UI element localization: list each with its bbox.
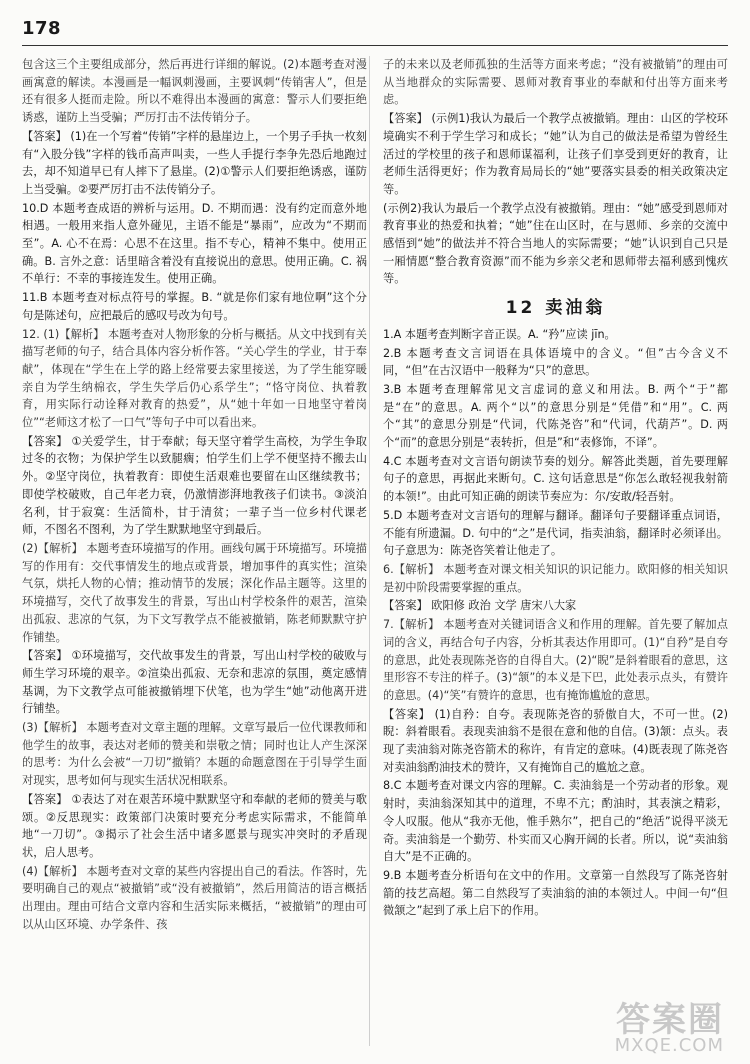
paragraph: 7.【解析】 本题考查对关键词语含义和作用的理解。首先要了解加点词的含义，再结合句子内容，分析其表达作用即可。(1)“自矜”是自夸的意思，此处表现陈尧咨的自得自大。(2)“睨”是斜着眼看的意思，这里形容不专注的样子。(3)“颔”的本义是下巴，此处表示点头，有赞许的意思。(4)“笑”有赞许的意思，也有掩饰尴尬的意思。 [383, 618, 728, 702]
paragraph: (2)【解析】 本题考查环境描写的作用。画线句属于环境描写。环境描写的作用有：交代事情发生的地点或背景，增加事件的真实性；渲染气氛，烘托人物的心情；推动情节的发展；深化作品主题等。这里的环境描写，交代了故事发生的背景，写出山村学校条件的艰苦，渲染出孤寂、悲凉的气氛，为下文写教学点不能被撤销，陈老师默默守护作铺垫。 [22, 541, 367, 644]
paragraph: 【答案】 ①关爱学生，甘于奉献；每天坚守着学生高校，为学生争取过冬的衣物；为保护学生以致腿瘸；怕学生们上学不便坚持不搬去山外。②坚守岗位，执着教育：即使生活艰难也要留在山区继续教书；即使学校破败，自己年老力衰，仍激情澎湃地教孩子们读书。③淡泊名利，甘于寂寞：生活简朴，甘于清贫；一辈子当一位乡村代课老师，不图名不图利，为了学生默默地坚守到最后。 [22, 434, 367, 537]
paragraph: 5.D 本题考查对文言语句的理解与翻译。翻译句子要翻译重点词语，不能有所遗漏。D. 句中的“之”是代词，指卖油翁，翻译时必须译出。句子意思为：陈尧咨笑着让他走了。 [383, 508, 728, 558]
left-column [22, 56, 367, 934]
page-number: 178 [22, 18, 62, 39]
paragraph: 1.A 本题考查判断字音正误。A. “矜”应读 jīn。 [383, 327, 616, 341]
paragraph: 【答案】 ①表达了对在艰苦环境中默默坚守和奉献的老师的赞美与歌颂。②反思现实：政策部门决策时要充分考虑实际需求，不能简单地“一刀切”。③揭示了社会生活中诸多愿景与现实冲突时的矛盾现状，启人思考。 [22, 792, 367, 859]
section-title: 卖油翁 [545, 298, 606, 319]
paragraph: 3.B 本题考查理解常见文言虚词的意义和用法。B. 两个“于”都是“在”的意思。A. 两个“以”的意思分别是“凭借”和“用”。C. 两个“其”的意思分别是“代词，代陈尧咨”和“代词，代葫芦”。D. 两个“而”的意思分别是“表转折，但是”和“表修饰，不译”。 [383, 382, 728, 450]
paragraph: 2.B 本题考查文言词语在具体语境中的含义。“但”古今含义不同，“但”在古汉语中一般释为“只”的意思。 [383, 346, 728, 378]
right-column [383, 56, 728, 921]
paragraph: (4)【解析】 本题考查对文章的某些内容提出自己的看法。作答时，先要明确自己的观点“被撤销”或“没有被撤销”，然后用简洁的语言概括出理由。理由可结合文章内容和生活实际来概括，“被撤销”的理由可以从山区环境、办学条件、孩 [22, 864, 367, 931]
right-column-top [383, 56, 728, 288]
section-number: 12 [505, 298, 536, 319]
paragraph: 6.【解析】 本题考查对课文相关知识的识记能力。欧阳修的相关知识是初中阶段需要掌握的重点。 [383, 562, 728, 594]
paragraph: 9.B 本题考查分析语句在文中的作用。文章第一自然段写了陈尧咨射箭的技艺高超。第二自然段写了卖油翁的油的本领过人。中间一句“但微颔之”起到了承上启下的作用。 [383, 868, 728, 918]
watermark [615, 992, 724, 1056]
paragraph: 10.D 本题考查成语的辨析与运用。D. 不期而遇：没有约定而意外地相遇。一般用来指人意外碰见，主语不能是“暴雨”，应改为“不期而至”。A. 心不在焉：心思不在这里。指不专心，精神不集中。使用正确。B. 言外之意：话里暗含着没有直接说出的意思。使用正确。C. 祸不单行：不幸的事接连发生。使用正确。 [22, 201, 367, 286]
paragraph: 【答案】 (1)在一个写着“传销”字样的悬崖边上，一个男子手执一枚刻有“入股分钱”字样的钱币高声叫卖，一些人手提行李争先恐后地跑过去，却不知道早已有人摔下了悬崖。(2)①警示人们要拒绝诱惑，谨防上当受骗。②要严厉打击不法传销分子。 [22, 129, 367, 196]
paragraph: 8.C 本题考查对课文内容的理解。C. 卖油翁是一个劳动者的形象。观射时，卖油翁深知其中的道理，不卑不亢；酌油时，其表演之精彩，令人叹服。他从“我亦无他，惟手熟尔”，把自己的“绝活”说得平淡无奇。卖油翁是一个勤劳、朴实而又心胸开阔的长者。所以，说“卖油翁自大”是不正确的。 [383, 779, 728, 864]
paragraph: (示例2)我认为最后一个教学点没有被撤销。理由：“她”感受到恩师对教育事业的热爱和执着；“她”住在山区时，在与恩师、乡亲的交流中感悟到“她”的做法并不符合当地人的实际需要；“她”认识到自己只是一厢情愿“整合教育资源”而不能为乡亲父老和恩师带去福利感到愧疚等。 [383, 201, 728, 286]
paragraph: 包含这三个主要组成部分，然后再进行详细的解说。(2)本题考查对漫画寓意的解读。本漫画是一幅讽刺漫画，主要讽刺“传销害人”，但是还有很多人挺而走险。所以不难得出本漫画的寓意：警示人们要拒绝诱惑，谨防上当受骗；严厉打击不法传销分子。 [22, 58, 367, 125]
paragraph: 子的未来以及老师孤独的生活等方面来考虑；“没有被撤销”的理由可从当地群众的实际需要、恩师对教育事业的奉献和付出等方面来考虑。 [383, 58, 728, 107]
paragraph: 12. (1)【解析】 本题考查对人物形象的分析与概括。从文中找到有关描写老师的句子，结合具体内容分析作答。“关心学生的学业，甘于奉献”，体现在“学生在上学的路上经常要去家里接送，为了学生能穿暖亲自为学生纳棉衣，学生失学后仍心系学生”；“恪守岗位、执着教育，用实际行动诠释对教育的热爱”，从“她十年如一日地坚守着岗位”“老师这才松了一口气”等句子中可以看出来。 [22, 327, 367, 430]
paragraph: 【答案】 (示例1)我认为最后一个教学点被撤销。理由：山区的学校环境确实不利于学生学习和成长；“她”认为自己的做法是希望为曾经生活过的学校里的孩子和恩师谋福利，让孩子们享受到更好的教育，让老师生活得更好；作为教育局局长的“她”要落实县委的相关政策决定等。 [383, 112, 728, 196]
right-column-bottom [383, 326, 728, 920]
paragraph: 4.C 本题考查对文言语句朗读节奏的划分。解答此类题，首先要理解句子的意思，再据此来断句。C. 这句话意思是“你怎么敢轻视我射箭的本领!”。由此可知正确的朗读节奏应为：尔/安敢/轻吾射。 [383, 454, 728, 504]
paragraph: 【答案】 (1)自矜：自夸。表现陈尧咨的骄傲自大，不可一世。(2)睨：斜着眼看。表现卖油翁不是很在意和他的自信。(3)颔：点头。表现了卖油翁对陈尧咨箭术的称许，有肯定的意味。(4)既表现了陈尧咨对卖油翁酌油技术的赞许，又有掩饰自己的尴尬之意。 [383, 707, 728, 774]
section-heading [383, 300, 728, 318]
paragraph: 【答案】 ①环境描写，交代故事发生的背景，写出山村学校的破败与师生学习环境的艰辛。②渲染出孤寂、无奈和悲凉的氛围，奠定感情基调，为下文教学点可能被撤销埋下伏笔，也为学生“她”动他离开进行铺垫。 [22, 649, 367, 716]
watermark-main: 答案圈 [616, 1000, 724, 1040]
paragraph: (3)【解析】 本题考查对文章主题的理解。文章写最后一位代课教师和他学生的故事，表达对老师的赞美和崇敬之情；同时也让人产生深深的思考：为什么会被“一刀切”撤销？本题的命题意图在于引导学生面对现实，思考如何与现实生活状况相联系。 [22, 721, 367, 788]
top-rule [22, 45, 728, 46]
paragraph: 11.B 本题考查对标点符号的掌握。B. “就是你们家有地位啊”这个分句是陈述句，应把最后的感叹号改为句号。 [22, 291, 367, 322]
paragraph: 【答案】 欧阳修 政治 文学 唐宋八大家 [383, 599, 577, 613]
watermark-sub: MXQE.COM [614, 1035, 724, 1056]
column-divider [369, 56, 370, 1046]
